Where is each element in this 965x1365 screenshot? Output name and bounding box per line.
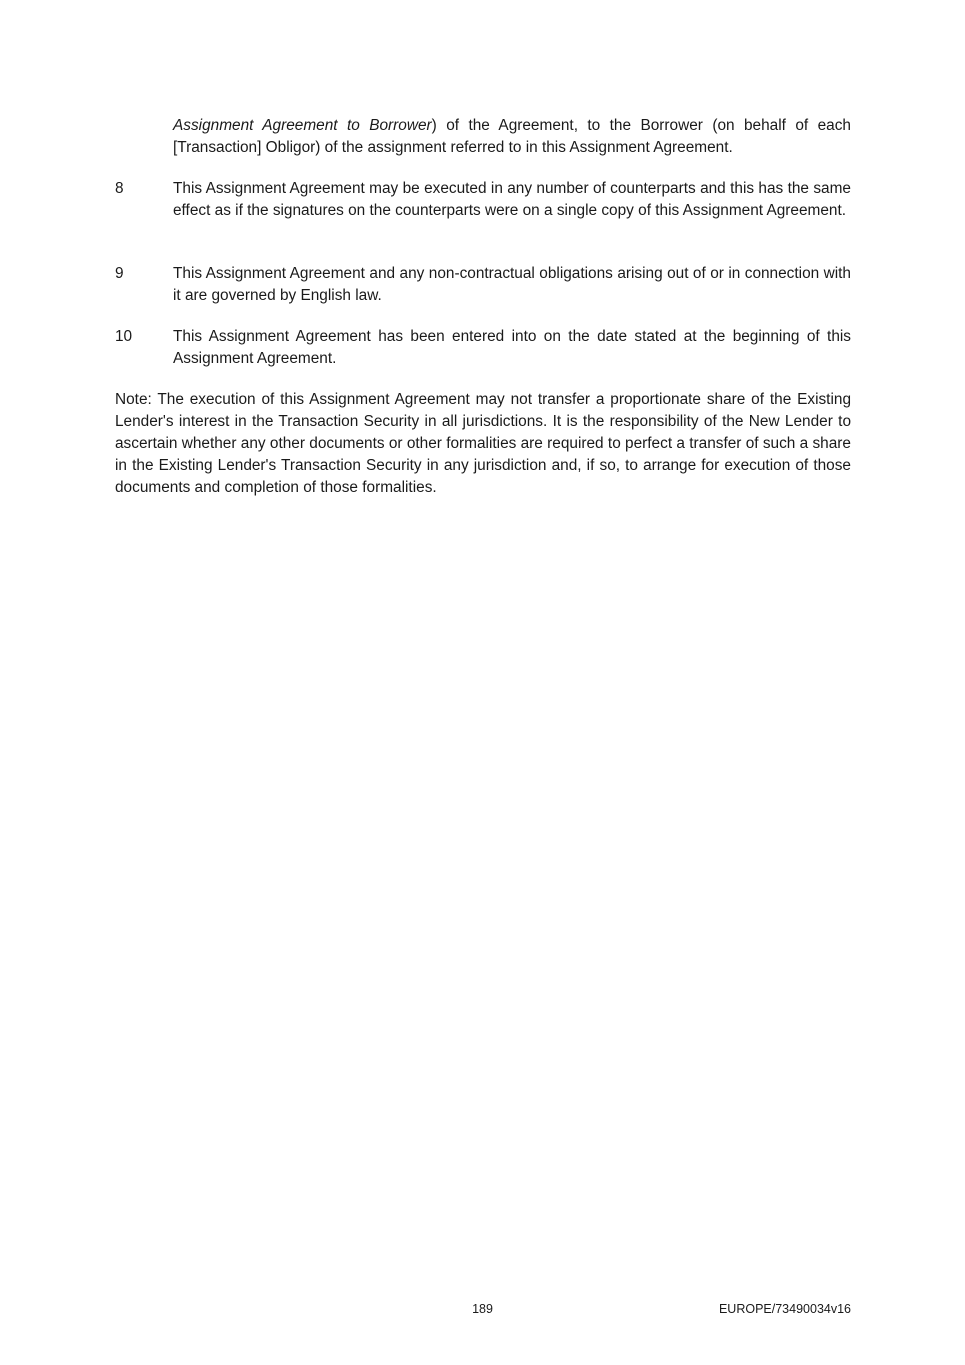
clause-8: [115, 178, 851, 222]
clause-text: This Assignment Agreement has been entered into on the date stated at the beginning of this Assignment Agreement.: [173, 328, 851, 367]
continuation-paragraph: [173, 115, 851, 159]
clause-number: 9: [115, 265, 124, 282]
clause-10: [115, 326, 851, 370]
document-reference: EUROPE/73490034v16: [718, 1302, 851, 1316]
clause-9: [115, 263, 851, 307]
clause-number: 10: [115, 328, 133, 345]
note-paragraph: Note: The execution of this Assignment Agreement may not transfer a proportionate share of the Existing Lender's interest in the Transaction Security in all jurisdictions. It is the responsibility of the New Lender to ascertain whether any other documents or other formalities are required to perfect a transfer of such a share in the Existing Lender's Transaction Security in any jurisdiction and, if so, to arrange for execution of those documents and completion of those formalities.: [115, 391, 851, 496]
continuation-text: ) of the Agreement, to the Borrower (on behalf of each [Transaction] Obligor) of the assignment referred to in this Assignment Agreement.: [173, 117, 851, 156]
clause-text: This Assignment Agreement may be executed in any number of counterparts and this has the same effect as if the signatures on the counterparts were on a single copy of this Assignment Agreement.: [173, 180, 851, 219]
continuation-italic-reference: Assignment Agreement to Borrower: [173, 117, 432, 134]
clause-number: 8: [115, 180, 124, 197]
clause-text: This Assignment Agreement and any non-contractual obligations arising out of or in connection with it are governed by English law.: [173, 265, 851, 304]
page-number: 189: [472, 1302, 493, 1316]
